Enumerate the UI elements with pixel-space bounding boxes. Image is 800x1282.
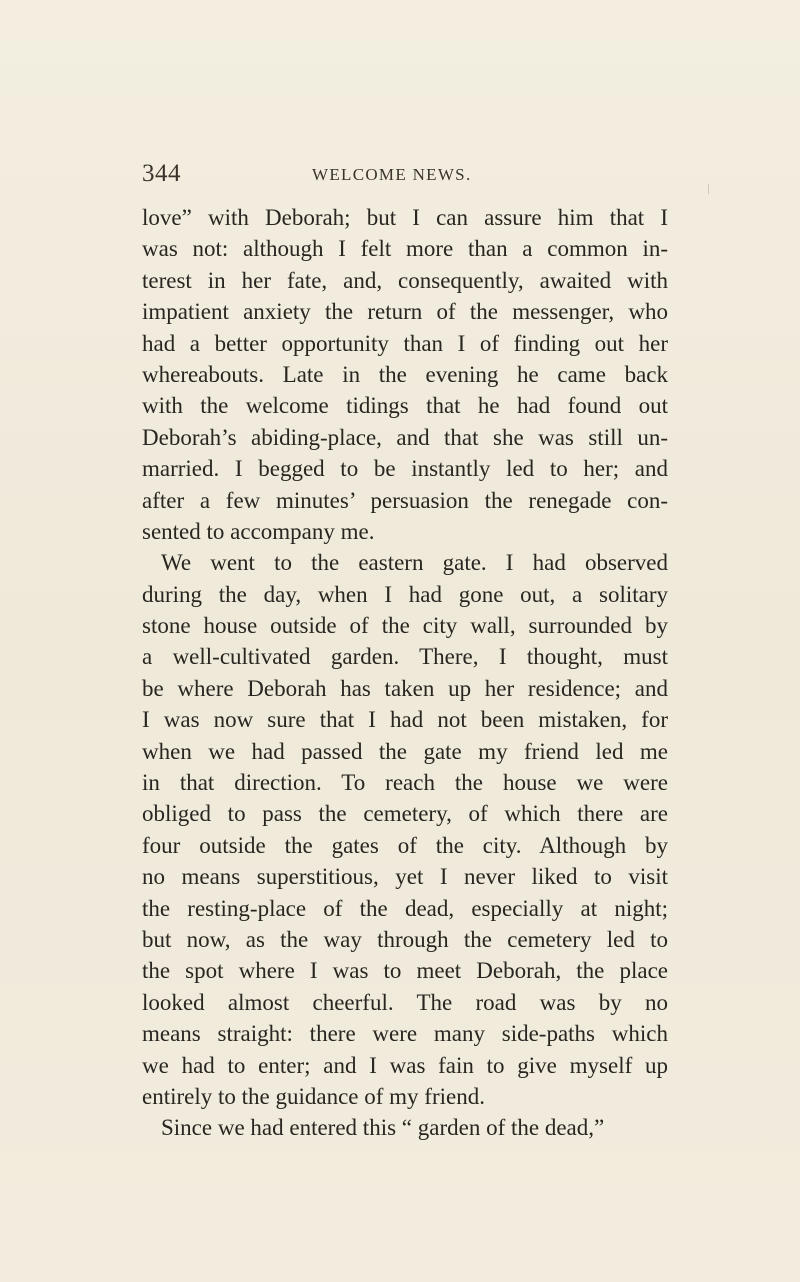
- print-mark: [708, 184, 710, 194]
- text-line: was not: although I felt more than a common in-: [142, 236, 668, 262]
- text-line: means straight: there were many side-paths which: [142, 1021, 668, 1047]
- text-line: be where Deborah has taken up her residence; and: [142, 675, 668, 701]
- running-head: WELCOME NEWS.: [312, 165, 472, 184]
- page-header: [142, 160, 702, 194]
- text-line: impatient anxiety the return of the messenger, who: [142, 299, 668, 325]
- text-line: no means superstitious, yet I never liked to visit: [142, 864, 668, 890]
- text-line: We went to the eastern gate. I had observed: [161, 550, 668, 576]
- text-line: sented to accompany me.: [142, 518, 375, 544]
- text-line: Since we had entered this “ garden of the dead,”: [161, 1115, 605, 1141]
- page-number: 344: [142, 160, 181, 187]
- text-line: when we had passed the gate my friend led me: [142, 738, 668, 764]
- text-line: love” with Deborah; but I can assure him that I: [142, 205, 668, 230]
- text-line: terest in her fate, and, consequently, awaited with: [142, 267, 668, 293]
- text-line: looked almost cheerful. The road was by no: [142, 989, 668, 1015]
- text-line: during the day, when I had gone out, a solitary: [142, 581, 668, 607]
- text-line: the spot where I was to meet Deborah, the place: [142, 958, 668, 984]
- text-line: whereabouts. Late in the evening he came back: [142, 361, 668, 387]
- body-text: [142, 202, 668, 1144]
- text-line: in that direction. To reach the house we were: [142, 770, 668, 796]
- text-line: the resting-place of the dead, especially at night;: [142, 895, 668, 921]
- text-line: stone house outside of the city wall, surrounded by: [142, 613, 668, 639]
- text-line: Deborah’s abiding-place, and that she was still un-: [142, 424, 668, 450]
- text-line: entirely to the guidance of my friend.: [142, 1083, 485, 1109]
- text-line: married. I begged to be instantly led to her; and: [142, 456, 668, 482]
- text-line: had a better opportunity than I of finding out her: [142, 330, 668, 356]
- text-line: a well-cultivated garden. There, I thought, must: [142, 644, 668, 670]
- text-line: but now, as the way through the cemetery led to: [142, 926, 668, 952]
- text-line: we had to enter; and I was fain to give myself up: [142, 1052, 668, 1078]
- text-line: I was now sure that I had not been mistaken, for: [142, 707, 668, 733]
- text-line: after a few minutes’ persuasion the renegade con-: [142, 487, 668, 513]
- text-line: obliged to pass the cemetery, of which there are: [142, 801, 668, 827]
- text-line: with the welcome tidings that he had found out: [142, 393, 668, 419]
- text-line: four outside the gates of the city. Although by: [142, 832, 668, 858]
